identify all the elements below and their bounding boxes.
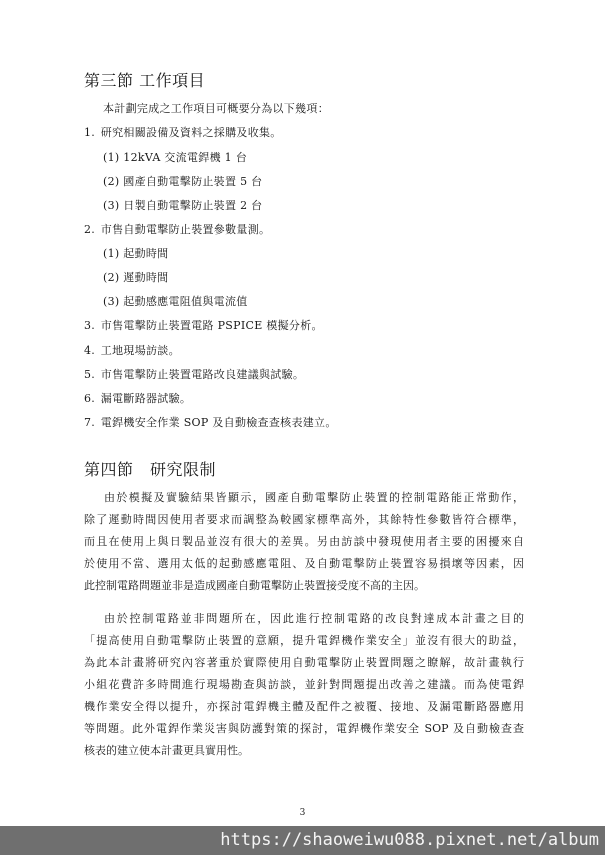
list-subitem: (3) 日製自動電擊防止裝置 2 台	[103, 199, 263, 212]
list-item: 3. 市售電擊防止裝置電路 PSPICE 模擬分析。	[84, 319, 323, 332]
paragraph-line: 為此本計畫將研究內容著重於實際使用自動電擊防止裝置問題之瞭解，故計畫執行	[84, 656, 524, 669]
paragraph-line: 小組花費許多時間進行現場勘查與訪談，並針對問題提出改善之建議。而為使電銲	[84, 678, 524, 691]
list-item: 2. 市售自動電擊防止裝置參數量測。	[84, 223, 271, 236]
paragraph-line: 除了遲動時間因使用者要求而調整為較國家標準高外，其餘特性參數皆符合標準，	[84, 513, 524, 526]
paragraph-line: 「提高使用自動電擊防止裝置的意願，提升電銲機作業安全」並沒有很大的助益，	[84, 634, 524, 647]
paragraph-line: 機作業安全得以提升，亦探討電銲機主體及配件之被覆、接地、及漏電斷路器應用	[84, 700, 524, 713]
url-watermark: https://shaoweiwu088.pixnet.net/album	[0, 826, 605, 855]
section-4-heading: 第四節 研究限制	[84, 460, 217, 479]
paragraph-line: 此控制電路問題並非是造成國產自動電擊防止裝置接受度不高的主因。	[84, 579, 425, 592]
list-item: 5. 市售電擊防止裝置電路改良建議與試驗。	[84, 368, 305, 381]
page-number: 3	[299, 808, 306, 818]
paragraph-line: 等問題。此外電銲作業災害與防護對策的探討，電銲機作業安全 SOP 及自動檢查查	[84, 722, 524, 735]
section-4-paragraph-1	[84, 487, 524, 597]
section-4-paragraph-2	[84, 608, 524, 762]
paragraph-line: 由於控制電路並非問題所在，因此進行控制電路的改良對達成本計畫之目的	[104, 612, 524, 625]
list-subitem: (1) 12kVA 交流電銲機 1 台	[103, 151, 248, 164]
section-3-heading: 第三節 工作項目	[84, 71, 206, 90]
section-3-intro: 本計劃完成之工作項目可概要分為以下幾項：	[103, 102, 329, 115]
paragraph-line: 由於模擬及實驗結果皆顯示，國產自動電擊防止裝置的控制電路能正常動作，	[104, 491, 524, 504]
paragraph-line: 核表的建立使本計畫更具實用性。	[84, 744, 249, 757]
paragraph-line: 而且在使用上與日製品並沒有很大的差異。另由訪談中發現使用者主要的困擾來自	[84, 535, 524, 548]
paragraph-line: 於使用不當、選用太低的起動感應電阻、及自動電擊防止裝置容易損壞等因素，因	[84, 557, 524, 570]
list-subitem: (2) 國產自動電擊防止裝置 5 台	[103, 175, 263, 188]
list-item: 1. 研究相關設備及資料之採購及收集。	[84, 126, 282, 139]
list-subitem: (1) 起動時間	[103, 247, 169, 260]
list-item: 4. 工地現場訪談。	[84, 344, 180, 357]
list-subitem: (3) 起動感應電阻值與電流值	[103, 295, 248, 308]
list-item: 7. 電銲機安全作業 SOP 及自動檢查查核表建立。	[84, 416, 337, 429]
list-item: 6. 漏電斷路器試驗。	[84, 392, 192, 405]
list-subitem: (2) 遲動時間	[103, 271, 169, 284]
